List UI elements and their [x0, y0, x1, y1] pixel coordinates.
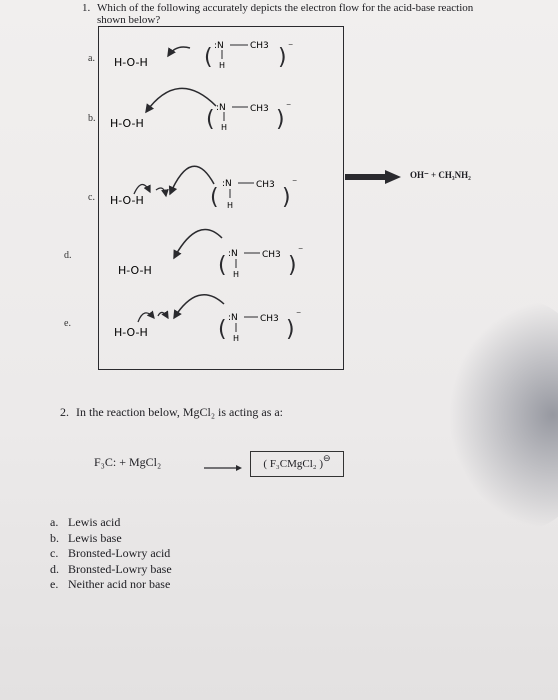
products: OH⁻ + CH₃NH₂	[410, 170, 471, 180]
question-1-number: 1.	[82, 2, 91, 14]
option-e-letter: e.	[64, 318, 71, 329]
water-a: H-O-H	[114, 56, 148, 69]
answer-choices	[50, 515, 172, 593]
option-c-letter: c.	[88, 192, 95, 203]
methyl-b: CH3	[250, 104, 269, 114]
methyl-a: CH3	[250, 41, 269, 51]
product-complex-text: ( F₃CMgCl₂ )	[263, 458, 324, 470]
option-e-structure[interactable]	[114, 295, 301, 343]
svg-text:⁻: ⁻	[292, 178, 298, 189]
water-b: H-O-H	[110, 117, 144, 130]
option-b-letter: b.	[88, 113, 96, 124]
charge-symbol: ⊖	[323, 452, 331, 463]
choice-b[interactable]	[50, 531, 172, 547]
svg-text:): )	[276, 107, 285, 132]
svg-text:(: (	[206, 107, 215, 132]
choice-d[interactable]	[50, 562, 172, 578]
option-d-structure[interactable]	[118, 230, 303, 279]
svg-text:): )	[282, 185, 291, 210]
svg-text:⁻: ⁻	[286, 102, 292, 113]
amide-n-a: :N	[214, 41, 224, 51]
choice-letter: a.	[50, 515, 59, 529]
question-2-text: In the reaction below, MgCl₂ is acting as a:	[76, 405, 284, 419]
nh-a: H	[219, 61, 226, 70]
amide-n-e: :N	[228, 313, 238, 323]
svg-text:⁻: ⁻	[298, 246, 304, 257]
choice-text: Bronsted-Lowry base	[68, 561, 172, 576]
nh-e: H	[233, 334, 240, 343]
svg-text:(: (	[218, 253, 227, 278]
methyl-e: CH3	[260, 314, 279, 324]
question-2-number: 2.	[60, 405, 69, 419]
choice-letter: e.	[50, 577, 59, 591]
methyl-d: CH3	[262, 250, 281, 260]
water-e: H-O-H	[114, 326, 148, 339]
choice-text: Lewis acid	[68, 515, 121, 529]
question-1-text: Which of the following accurately depicts the electron flow for the acid-base reaction shown below?	[97, 2, 474, 26]
product-complex	[250, 451, 344, 477]
nh-c: H	[227, 201, 234, 210]
choice-text: Bronsted-Lowry acid	[68, 546, 171, 560]
choice-a[interactable]	[50, 515, 172, 531]
amide-n-b: :N	[216, 103, 226, 113]
choice-e[interactable]	[50, 577, 172, 593]
svg-text:⁻: ⁻	[288, 42, 294, 53]
option-c-structure[interactable]	[110, 166, 297, 210]
svg-text:): )	[288, 253, 297, 278]
reaction-arrow-2	[204, 463, 244, 473]
choice-c[interactable]	[50, 546, 172, 562]
svg-text:(: (	[204, 45, 213, 70]
nh-b: H	[221, 123, 228, 132]
choice-letter: c.	[50, 546, 59, 560]
option-d-letter: d.	[64, 250, 72, 261]
svg-text:): )	[278, 45, 287, 70]
svg-text:(: (	[218, 317, 227, 342]
svg-text:): )	[286, 317, 295, 342]
choice-letter: b.	[50, 530, 59, 545]
water-c: H-O-H	[110, 194, 144, 207]
water-d: H-O-H	[118, 264, 152, 277]
amide-n-d: :N	[228, 249, 238, 259]
svg-text:(: (	[210, 185, 219, 210]
methyl-c: CH3	[256, 180, 275, 190]
choice-text: Lewis base	[68, 530, 122, 545]
option-a-letter: a.	[88, 53, 95, 64]
option-b-structure[interactable]	[110, 88, 291, 132]
nh-d: H	[233, 270, 240, 279]
choice-letter: d.	[50, 561, 59, 576]
choice-text: Neither acid nor base	[68, 577, 171, 591]
amide-n-c: :N	[222, 179, 232, 189]
question-2-reaction	[94, 447, 354, 497]
reaction-arrow	[345, 170, 405, 184]
electron-flow-options	[98, 26, 344, 370]
reactants: F₃C: + MgCl₂	[94, 455, 162, 469]
option-a-structure[interactable]	[114, 41, 293, 70]
svg-text:⁻: ⁻	[296, 310, 302, 321]
